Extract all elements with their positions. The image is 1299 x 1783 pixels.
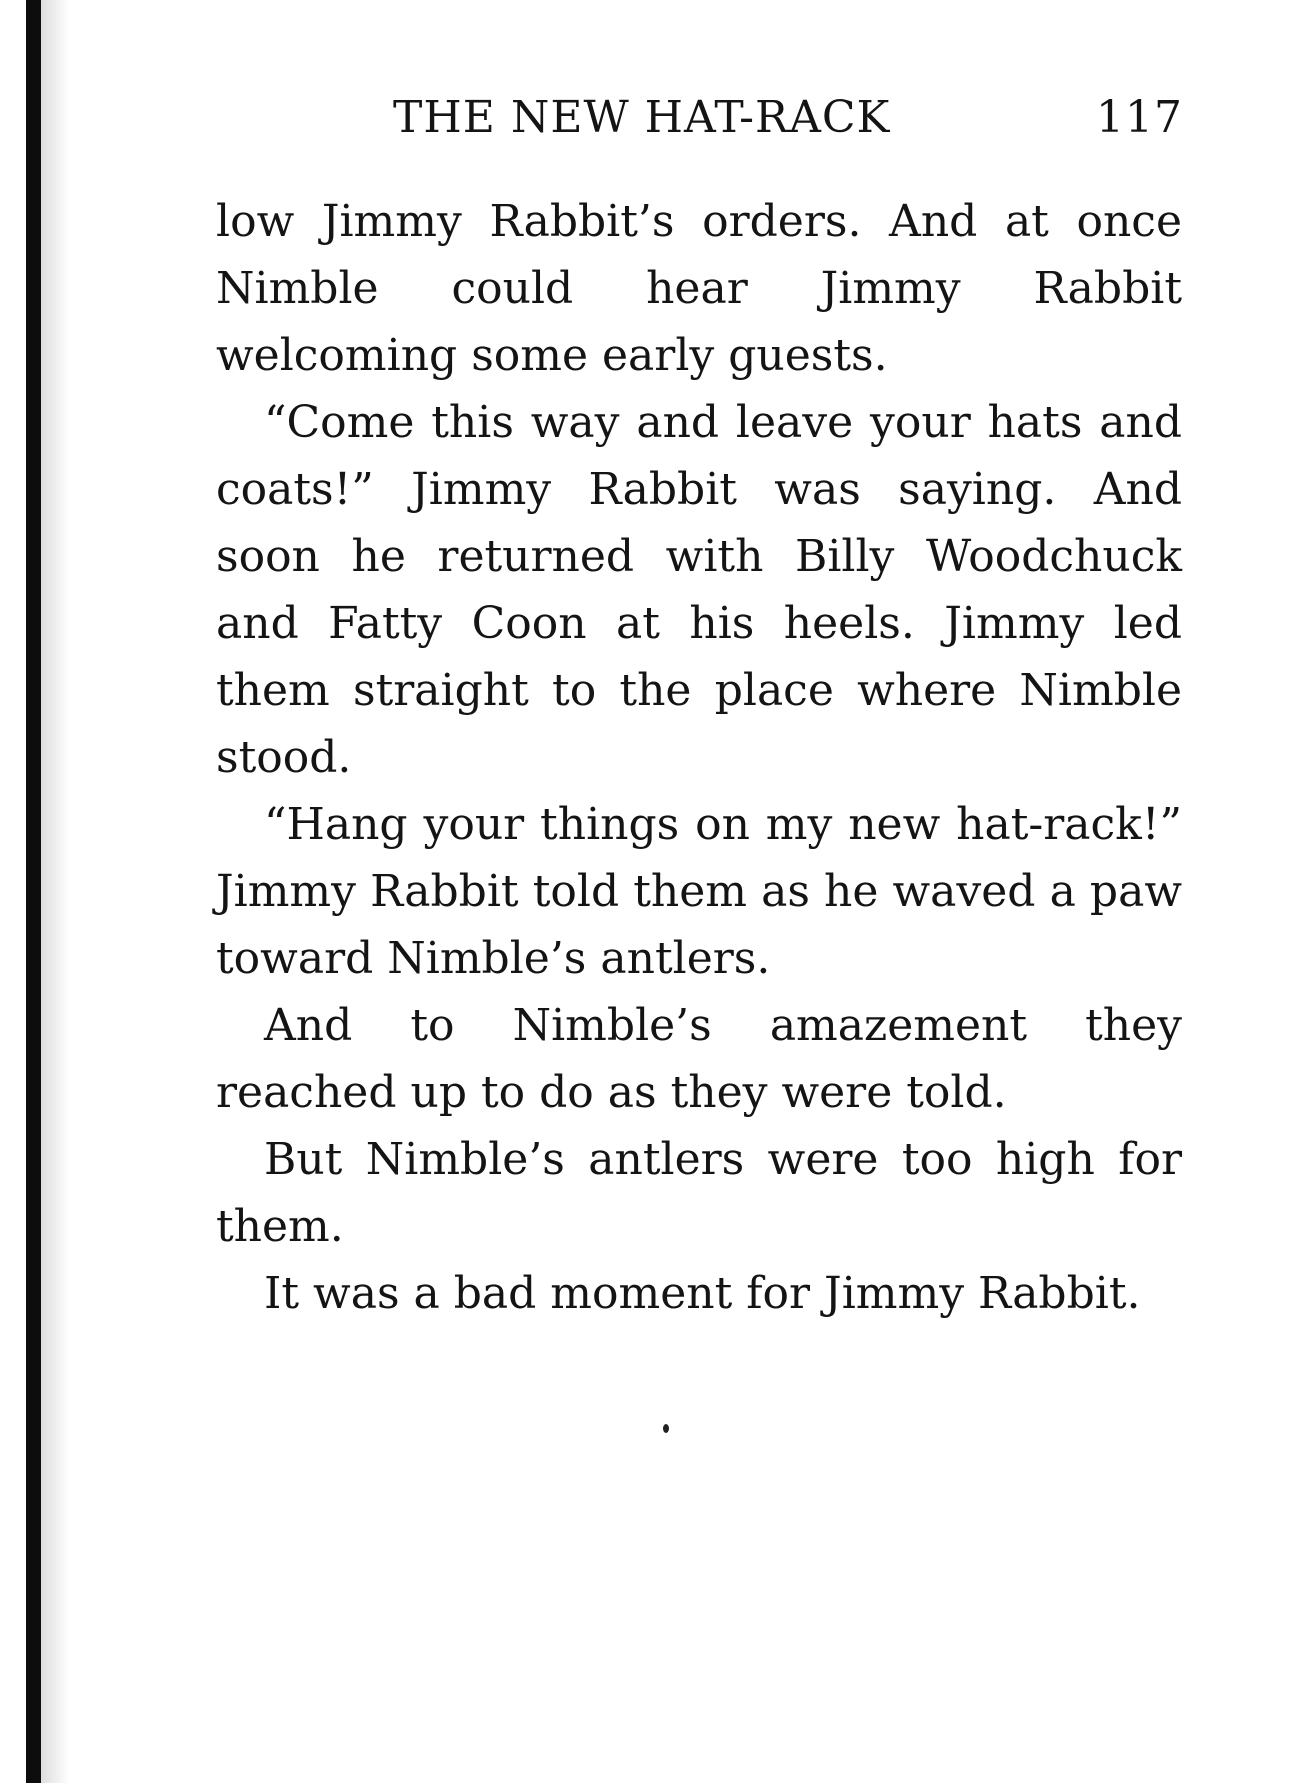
running-header	[393, 88, 1183, 148]
paragraph: “Come this way and leave your hats and coats!” Jimmy Rabbit was saying. And soon he returned with Billy Woodchuck and Fatty Coon at his heels. Jimmy led them straight to the place where Nimble stood.	[216, 397, 1182, 783]
page-number: 117	[1096, 92, 1183, 143]
page-body	[216, 188, 1182, 1327]
paragraph: “Hang your things on my new hat-rack!” Jimmy Rabbit told them as he waved a paw toward Nimble’s antlers.	[216, 799, 1182, 984]
binding-shadow	[41, 0, 69, 1783]
chapter-title: THE NEW HAT-RACK	[393, 92, 891, 143]
paragraph: It was a bad moment for Jimmy Rabbit.	[264, 1268, 1141, 1319]
paragraph: And to Nimble’s amazement they reached up to do as they were told.	[216, 1000, 1182, 1118]
paragraph: low Jimmy Rabbit’s orders. And at once Nimble could hear Jimmy Rabbit welcoming some early guests.	[216, 196, 1182, 381]
paragraph: But Nimble’s antlers were too high for them.	[216, 1134, 1182, 1252]
page-binding-edge	[26, 0, 41, 1783]
ink-speck	[663, 1424, 669, 1433]
